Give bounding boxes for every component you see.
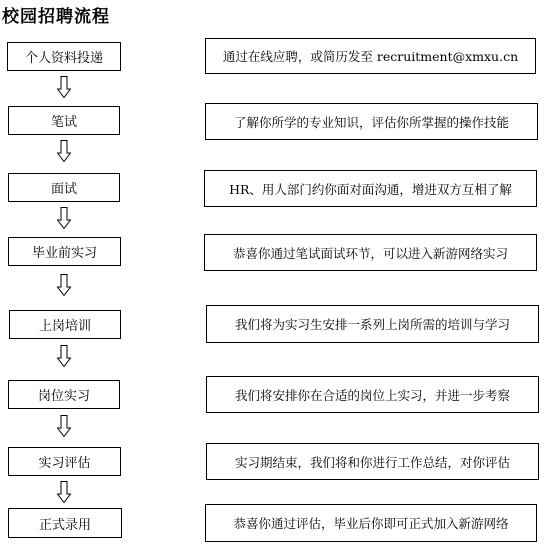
down-arrow-icon — [57, 76, 71, 98]
step-3-box: 面试 — [8, 173, 120, 202]
step-8-description: 恭喜你通过评估，毕业后你即可正式加入新游网络 — [205, 504, 537, 542]
step-4-box: 毕业前实习 — [8, 237, 121, 266]
down-arrow-icon — [57, 140, 71, 162]
step-6-box: 岗位实习 — [8, 380, 120, 409]
step-1-description: 通过在线应聘，或简历发至 recruitment@xmxu.cn — [205, 38, 536, 74]
down-arrow-icon — [57, 415, 71, 437]
step-7-description: 实习期结束，我们将和你进行工作总结，对你评估 — [206, 443, 539, 480]
step-2-description: 了解你所学的专业知识，评估你所掌握的操作技能 — [205, 103, 538, 140]
down-arrow-icon — [57, 274, 71, 296]
step-3-description: HR、用人部门约你面对面沟通，增进双方互相了解 — [204, 170, 537, 207]
down-arrow-icon — [57, 481, 71, 503]
step-5-description: 我们将为实习生安排一系列上岗所需的培训与学习 — [206, 305, 539, 343]
step-2-box: 笔试 — [8, 106, 120, 135]
down-arrow-icon — [57, 345, 71, 367]
down-arrow-icon — [57, 207, 71, 229]
step-6-description: 我们将安排你在合适的岗位上实习，并进一步考察 — [206, 376, 539, 413]
step-1-box: 个人资料投递 — [7, 42, 121, 71]
page-title: 校园招聘流程 — [2, 7, 110, 27]
step-8-box: 正式录用 — [8, 508, 122, 538]
step-7-box: 实习评估 — [8, 447, 121, 476]
step-5-box: 上岗培训 — [9, 310, 121, 339]
step-4-description: 恭喜你通过笔试面试环节，可以进入新游网络实习 — [204, 234, 537, 271]
